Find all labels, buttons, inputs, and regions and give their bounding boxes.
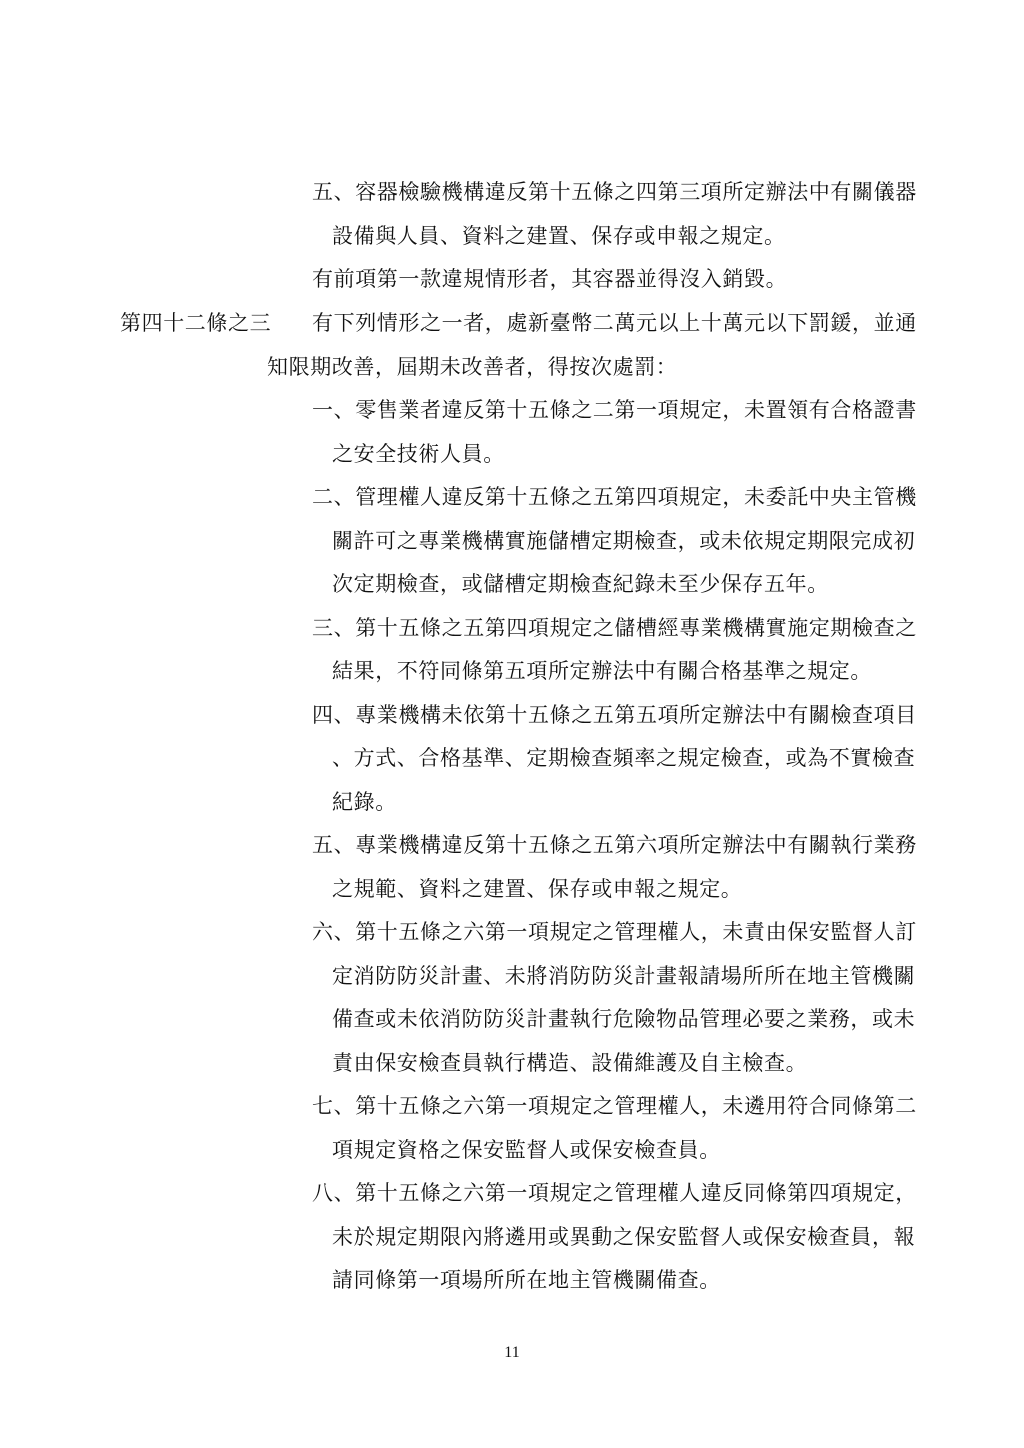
article-heading: 第四十二條之三 [120, 311, 272, 335]
item-3-line-1: 三、第十五條之五第四項規定之儲槽經專業機構實施定期檢查之 [312, 616, 917, 640]
item-8-line-2: 未於規定期限內將遴用或異動之保安監督人或保安檢查員，報 [332, 1225, 916, 1249]
item-5-line-2: 設備與人員、資料之建置、保存或申報之規定。 [332, 224, 786, 248]
item-5-line-1: 五、容器檢驗機構違反第十五條之四第三項所定辦法中有關儀器 [312, 180, 917, 204]
item-5b-line-1: 五、專業機構違反第十五條之五第六項所定辦法中有關執行業務 [312, 833, 917, 857]
article-intro-line-1: 有下列情形之一者，處新臺幣二萬元以上十萬元以下罰鍰，並通 [312, 311, 917, 335]
item-6-line-4: 責由保安檢查員執行構造、設備維護及自主檢查。 [332, 1051, 808, 1075]
item-4-line-1: 四、專業機構未依第十五條之五第五項所定辦法中有關檢查項目 [312, 703, 917, 727]
item-3-line-2: 結果，不符同條第五項所定辦法中有關合格基準之規定。 [332, 659, 872, 683]
paragraph-line: 有前項第一款違規情形者，其容器並得沒入銷毀。 [312, 267, 788, 291]
item-8-line-3: 請同條第一項場所所在地主管機關備查。 [332, 1268, 721, 1292]
item-6-line-2: 定消防防災計畫、未將消防防災計畫報請場所所在地主管機關 [332, 964, 916, 988]
item-1-line-2: 之安全技術人員。 [332, 442, 505, 466]
item-7-line-2: 項規定資格之保安監督人或保安檢查員。 [332, 1138, 721, 1162]
item-8-line-1: 八、第十五條之六第一項規定之管理權人違反同條第四項規定， [312, 1181, 917, 1205]
article-intro-line-2: 知限期改善，屆期未改善者，得按次處罰： [267, 355, 678, 379]
item-6-line-3: 備查或未依消防防災計畫執行危險物品管理必要之業務，或未 [332, 1007, 916, 1031]
item-2-line-3: 次定期檢查，或儲槽定期檢查紀錄未至少保存五年。 [332, 572, 829, 596]
item-2-line-2: 關許可之專業機構實施儲槽定期檢查，或未依規定期限完成初 [332, 529, 916, 553]
item-7-line-1: 七、第十五條之六第一項規定之管理權人，未遴用符合同條第二 [312, 1094, 917, 1118]
item-5b-line-2: 之規範、資料之建置、保存或申報之規定。 [332, 877, 743, 901]
item-4-line-2: 、方式、合格基準、定期檢查頻率之規定檢查，或為不實檢查 [332, 746, 916, 770]
item-1-line-1: 一、零售業者違反第十五條之二第一項規定，未置領有合格證書 [312, 398, 917, 422]
page-number: 11 [504, 1344, 520, 1361]
item-4-line-3: 紀錄。 [332, 790, 397, 814]
item-6-line-1: 六、第十五條之六第一項規定之管理權人，未責由保安監督人訂 [312, 920, 917, 944]
item-2-line-1: 二、管理權人違反第十五條之五第四項規定，未委託中央主管機 [312, 485, 917, 509]
